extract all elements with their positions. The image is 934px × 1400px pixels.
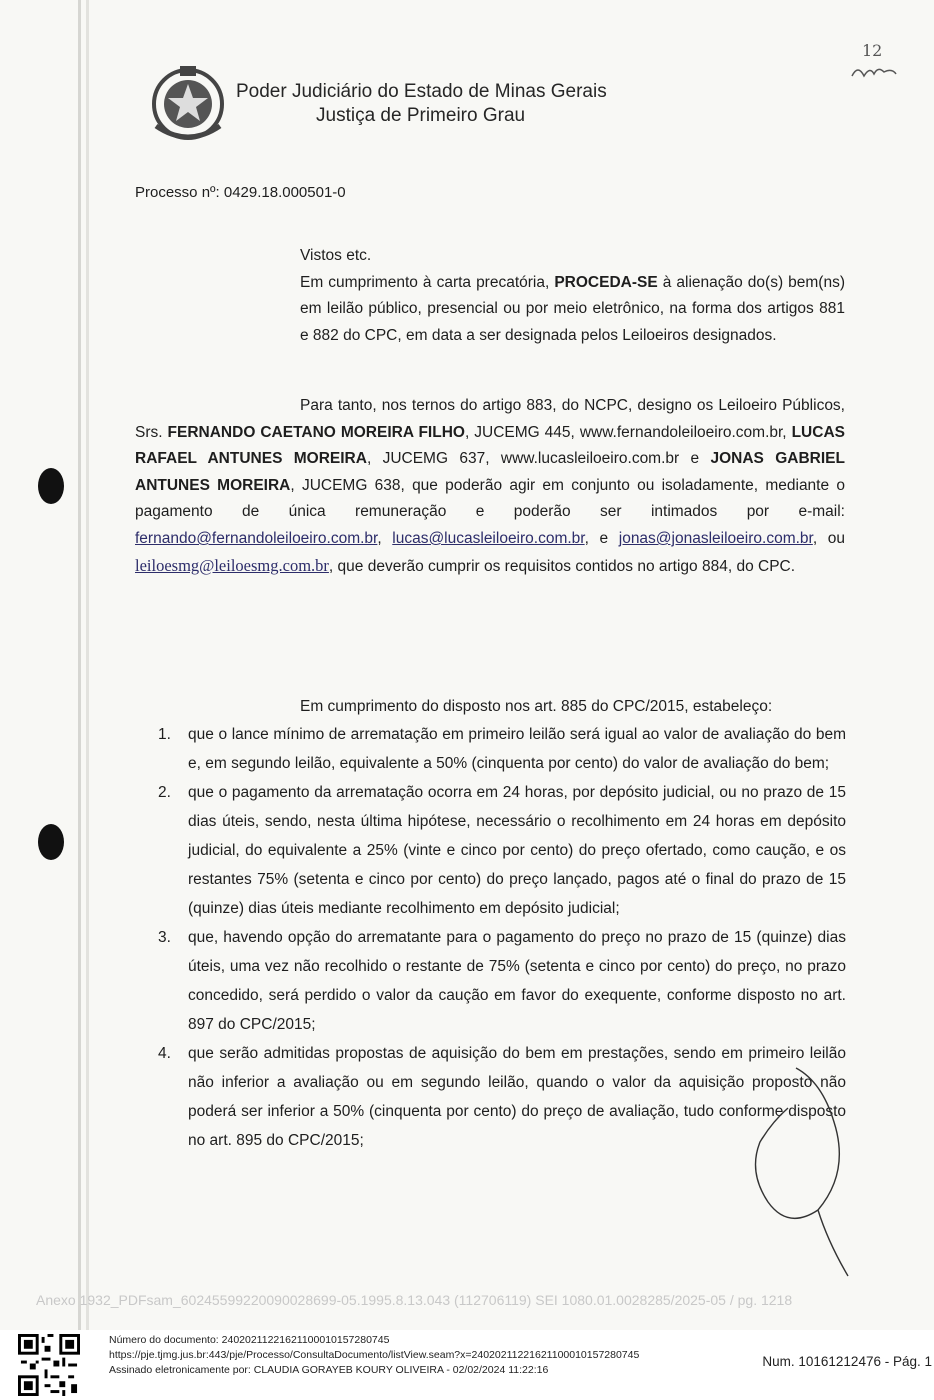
- punch-hole: [38, 824, 64, 860]
- email-link[interactable]: leiloesmg@leiloesmg.com.br: [135, 555, 329, 575]
- auctioneer-name: JONAS GABRIEL ANTUNES MOREIRA: [135, 450, 845, 494]
- email-link[interactable]: jonas@jonasleiloeiro.com.br: [618, 529, 813, 547]
- vistos-text: Vistos etc.: [300, 247, 372, 264]
- court-header: [236, 80, 607, 128]
- email-link[interactable]: lucas@lucasleiloeiro.com.br: [392, 529, 585, 547]
- paragraph-order: Vistos etc. Em cumprimento à carta precatória, PROCEDA-SE à alienação do(s) bem(ns) em leilão público, presencial ou por meio eletrônico, na forma dos artigos 881 e 882 do CPC, em data a ser designada pelos Leiloeiros designados.: [135, 243, 845, 349]
- punch-hole: [38, 468, 64, 504]
- qr-code: [18, 1334, 80, 1396]
- document-number: Número do documento: 24020211221621100010157280745: [109, 1334, 390, 1346]
- svg-text:12: 12: [862, 41, 883, 60]
- page-number: Num. 10161212476 - Pág. 1: [762, 1354, 932, 1369]
- list-item: 1. que o lance mínimo de arrematação em primeiro leilão será igual ao valor de avaliação do bem e, em segundo leilão, equivalente a 50% (cinquenta por cento) do valor de avaliação do bem;: [158, 726, 846, 772]
- auctioneer-name: LUCAS RAFAEL ANTUNES MOREIRA: [135, 423, 845, 468]
- email-link[interactable]: fernando@fernandoleiloeiro.com.br: [135, 529, 378, 547]
- list-item: 4. que serão admitidas propostas de aquisição do bem em prestações, sendo em primeiro leilão não inferior a avaliação ou em segundo leilão, quando o valor da aquisição proposto não poderá ser inferior a 50% (cinquenta por cento) do preço de avaliação, tudo conforme disposto no art. 895 do CPC/2015;: [158, 1045, 846, 1149]
- handwritten-initials: [844, 36, 904, 86]
- list-intro: Em cumprimento do disposto nos art. 885 do CPC/2015, estabeleço:: [300, 698, 773, 715]
- signature-info: Assinado eletronicamente por: CLAUDIA GORAYEB KOURY OLIVEIRA - 02/02/2024 11:22:16: [109, 1364, 549, 1376]
- coat-of-arms-seal: [150, 62, 226, 142]
- auctioneer-name: FERNANDO CAETANO MOREIRA FILHO: [167, 423, 465, 441]
- document-url[interactable]: https://pje.tjmg.jus.br:443/pje/Processo/ConsultaDocumento/listView.seam?x=24020211221621100010157280745: [109, 1349, 640, 1361]
- scan-watermark: Anexo 1932_PDFsam_6024559922009002869​9-05.1995.8.13.043 (112706119) SEI 1080.01.0028285/2025-05 / pg. 1218: [36, 1292, 793, 1308]
- scan-margin-line: [78, 0, 81, 1330]
- paragraph-auctioneers: Para tanto, nos ternos do artigo 883, do NCPC, designo os Leiloeiro Públicos, Srs. FERNANDO CAETANO MOREIRA FILHO, JUCEMG 445, www.fernandoleiloeiro.com.br, LUCAS RAFAEL ANTUNES MOREIRA, JUCEMG 637, www.lucasleiloeiro.com.br e JONAS GABRIEL ANTUNES MOREIRA, JUCEMG 638, que poderão agir em conjunto ou isoladamente, mediante o pagamento de única remuneração e poderão ser intimados por e-mail: fernando@fernandoleiloeiro.com.br, lucas@lucasleiloeiro.com.br, e jonas@jonasleiloeiro.com.br, ou leiloesmg@leiloesmg.com.br, que deverão cumprir os requisitos contidos no artigo 884, do CPC.: [135, 397, 845, 575]
- scan-margin-line: [86, 0, 89, 1330]
- process-number: Processo nº: 0429.18.000501-0: [135, 184, 346, 201]
- handwritten-signature-loop: [738, 1062, 858, 1282]
- court-instance: Justiça de Primeiro Grau: [316, 105, 526, 126]
- court-name: Poder Judiciário do Estado de Minas Gerais: [236, 81, 607, 102]
- list-item: 2. que o pagamento da arrematação ocorra em 24 horas, por depósito judicial, ou no prazo de 15 dias úteis, sendo, nesta última hipótese, necessário o recolhimento em 24 horas em depósito judicial, do equivalente a 25% (vinte e cinco por cento) do preço ofertado, como caução, e os restantes 75% (setenta e cinco por cento) do preço lançado, pagos até o final do prazo de 15 (quinze) dias úteis mediante recolhimento em depósito judicial;: [158, 784, 846, 917]
- list-item: 3. que, havendo opção do arrematante para o pagamento do preço no prazo de 15 (quinze) dias úteis, uma vez não recolhido o restante de 75% (setenta e cinco por cento) do preço, no prazo concedido, será perdido o valor da caução em favor do exequente, conforme disposto no art. 897 do CPC/2015;: [158, 929, 846, 1033]
- footer-info: [109, 1333, 639, 1378]
